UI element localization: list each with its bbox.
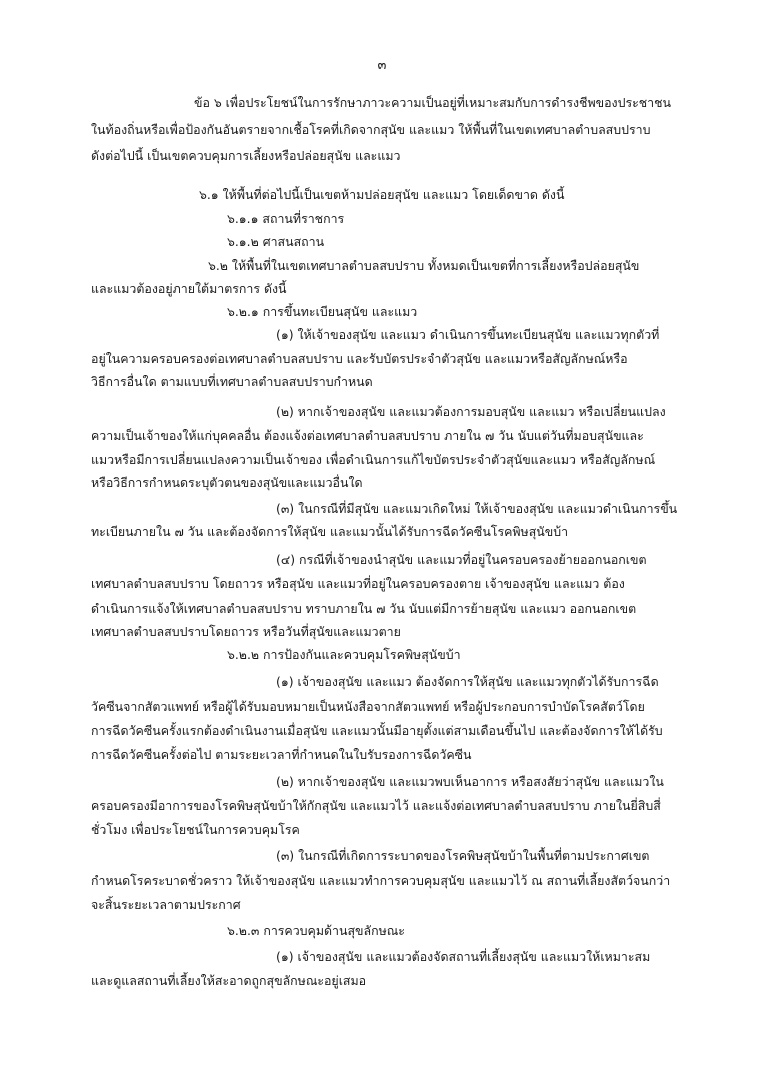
clause-6-2-2-item-1: (๑) เจ้าของสุนัข และแมว ต้องจัดการให้สุนัข และแมวทุกตัวได้รับการฉีด bbox=[276, 674, 659, 689]
clause-6-2-1-item-3: (๓) ในกรณีที่มีสุนัข และแมวเกิดใหม่ ให้เจ้าของสุนัข และแมวดำเนินการขึ้น bbox=[276, 501, 678, 516]
clause-6-line-2: ในท้องถิ่นหรือเพื่อป้องกันอันตรายจากเชื้อโรคที่เกิดจากสุนัข และแมว ให้พื้นที่ในเขตเทศบาลตำบลสบปราบ bbox=[91, 122, 651, 137]
clause-6-2-1-item-4: (๔) กรณีที่เจ้าของนำสุนัข และแมวที่อยู่ในครอบครองย้ายออกนอกเขต bbox=[276, 552, 647, 567]
clause-6-2-2-heading: ๖.๒.๒ การป้องกันและควบคุมโรคพิษสุนัขบ้า bbox=[227, 647, 461, 662]
clause-6-2-2-item-1-line-2: วัคซีนจากสัตวแพทย์ หรือผู้ได้รับมอบหมายเป็นหนังสือจากสัตวแพทย์ หรือผู้ประกอบการบำบัดโรคสัตว์โดย bbox=[91, 699, 645, 714]
clause-6-2-2-item-3-line-3: จะสิ้นระยะเวลาตามประกาศ bbox=[91, 897, 241, 912]
clause-6-2-1-item-3-line-2: ทะเบียนภายใน ๗ วัน และต้องจัดการให้สุนัข และแมวนั้นได้รับการฉีดวัคซีนโรคพิษสุนัขบ้า bbox=[91, 524, 569, 539]
clause-6-2-1-item-2-line-2: ความเป็นเจ้าของให้แก่บุคคลอื่น ต้องแจ้งต่อเทศบาลตำบลสบปราบ ภายใน ๗ วัน นับแต่วันที่มอบสุนัขและ bbox=[91, 428, 644, 443]
clause-6-2-2-item-1-line-3: การฉีดวัคซีนครั้งแรกต้องดำเนินงานเมื่อสุนัข และแมวนั้นมีอายุตั้งแต่สามเดือนขึ้นไป และต้องจัดการให้ได้รับ bbox=[91, 723, 663, 738]
clause-6-2-2-item-3: (๓) ในกรณีที่เกิดการระบาดของโรคพิษสุนัขบ้าในพื้นที่ตามประกาศเขต bbox=[276, 848, 650, 863]
clause-6-2-1-item-1-line-2: อยู่ในความครอบครองต่อเทศบาลตำบลสบปราบ และรับบัตรประจำตัวสุนัข และแมวหรือสัญลักษณ์หรือ bbox=[91, 351, 628, 366]
clause-6-2-heading: ๖.๒ ให้พื้นที่ในเขตเทศบาลตำบลสบปราบ ทั้งหมดเป็นเขตที่การเลี้ยงหรือปล่อยสุนัข bbox=[208, 258, 640, 273]
clause-6-2-1-item-2: (๒) หากเจ้าของสุนัข และแมวต้องการมอบสุนัข และแมว หรือเปลี่ยนแปลง bbox=[276, 404, 666, 419]
clause-6-2-2-item-2: (๒) หากเจ้าของสุนัข และแมวพบเห็นอาการ หรือสงสัยว่าสุนัข และแมวใน bbox=[276, 774, 664, 789]
clause-6-2-1-heading: ๖.๒.๑ การขึ้นทะเบียนสุนัข และแมว bbox=[227, 304, 418, 319]
clause-6-2-1-item-4-line-4: เทศบาลตำบลสบปราบโดยถาวร หรือวันที่สุนัขและแมวตาย bbox=[91, 624, 401, 639]
clause-6-line-3: ดังต่อไปนี้ เป็นเขตควบคุมการเลี้ยงหรือปล่อยสุนัข และแมว bbox=[91, 148, 401, 163]
page-number: ๓ bbox=[377, 58, 387, 73]
clause-6-2-1-item-4-line-3: ดำเนินการแจ้งให้เทศบาลตำบลสบปราบ ทราบภายใน ๗ วัน นับแต่มีการย้ายสุนัข และแมว ออกนอกเขต bbox=[91, 601, 637, 616]
clause-6-1-1: ๖.๑.๑ สถานที่ราชการ bbox=[227, 211, 345, 226]
clause-6-2-1-item-1: (๑) ให้เจ้าของสุนัข และแมว ดำเนินการขึ้นทะเบียนสุนัข และแมวทุกตัวที่ bbox=[276, 327, 660, 342]
clause-6-2-1-item-2-line-4: หรือวิธีการกำหนดระบุตัวตนของสุนัขและแมวอื่นใด bbox=[91, 475, 363, 490]
clause-6-2-line-2: และแมวต้องอยู่ภายใต้มาตรการ ดังนี้ bbox=[91, 281, 287, 296]
clause-6-2-3-item-1-line-2: และดูแลสถานที่เลี้ยงให้สะอาดถูกสุขลักษณะอยู่เสมอ bbox=[91, 973, 367, 988]
clause-6-1-heading: ๖.๑ ให้พื้นที่ต่อไปนี้เป็นเขตห้ามปล่อยสุนัข และแมว โดยเด็ดขาด ดังนี้ bbox=[199, 187, 565, 202]
clause-6-2-2-item-1-line-4: การฉีดวัคซีนครั้งต่อไป ตามระยะเวลาที่กำหนดในใบรับรองการฉีดวัคซีน bbox=[91, 747, 472, 762]
clause-6-2-1-item-4-line-2: เทศบาลตำบลสบปราบ โดยถาวร หรือสุนัข และแมวที่อยู่ในครอบครองตาย เจ้าของสุนัข และแมว ต้อง bbox=[91, 576, 625, 591]
clause-6-2-3-heading: ๖.๒.๓ การควบคุมด้านสุขลักษณะ bbox=[227, 923, 405, 938]
clause-6-2-1-item-1-line-3: วิธีการอื่นใด ตามแบบที่เทศบาลตำบลสบปราบกำหนด bbox=[91, 374, 373, 389]
clause-6-2-1-item-2-line-3: แมวหรือมีการเปลี่ยนแปลงความเป็นเจ้าของ เพื่อดำเนินการแก้ไขบัตรประจำตัวสุนัขและแมว หรือสัญลักษณ์ bbox=[91, 452, 656, 467]
clause-6-2-3-item-1: (๑) เจ้าของสุนัข และแมวต้องจัดสถานที่เลี้ยงสุนัข และแมวให้เหมาะสม bbox=[276, 949, 651, 964]
clause-6-intro-line: ข้อ ๖ เพื่อประโยชน์ในการรักษาภาวะความเป็นอยู่ที่เหมาะสมกับการดำรงชีพของประชาชน bbox=[194, 95, 672, 110]
clause-6-1-2: ๖.๑.๒ ศาสนสถาน bbox=[227, 234, 325, 249]
clause-6-2-2-item-3-line-2: กำหนดโรคระบาดชั่วคราว ให้เจ้าของสุนัข และแมวทำการควบคุมสุนัข และแมวไว้ ณ สถานที่เลี้ยงสัตว์จนกว่า bbox=[91, 873, 671, 888]
clause-6-2-2-item-2-line-3: ชั่วโมง เพื่อประโยชน์ในการควบคุมโรค bbox=[91, 822, 300, 837]
clause-6-2-2-item-2-line-2: ครอบครองมีอาการของโรคพิษสุนัขบ้าให้กักสุนัข และแมวไว้ และแจ้งต่อเทศบาลตำบลสบปราบ ภายในยี่สิบสี่ bbox=[91, 798, 661, 813]
